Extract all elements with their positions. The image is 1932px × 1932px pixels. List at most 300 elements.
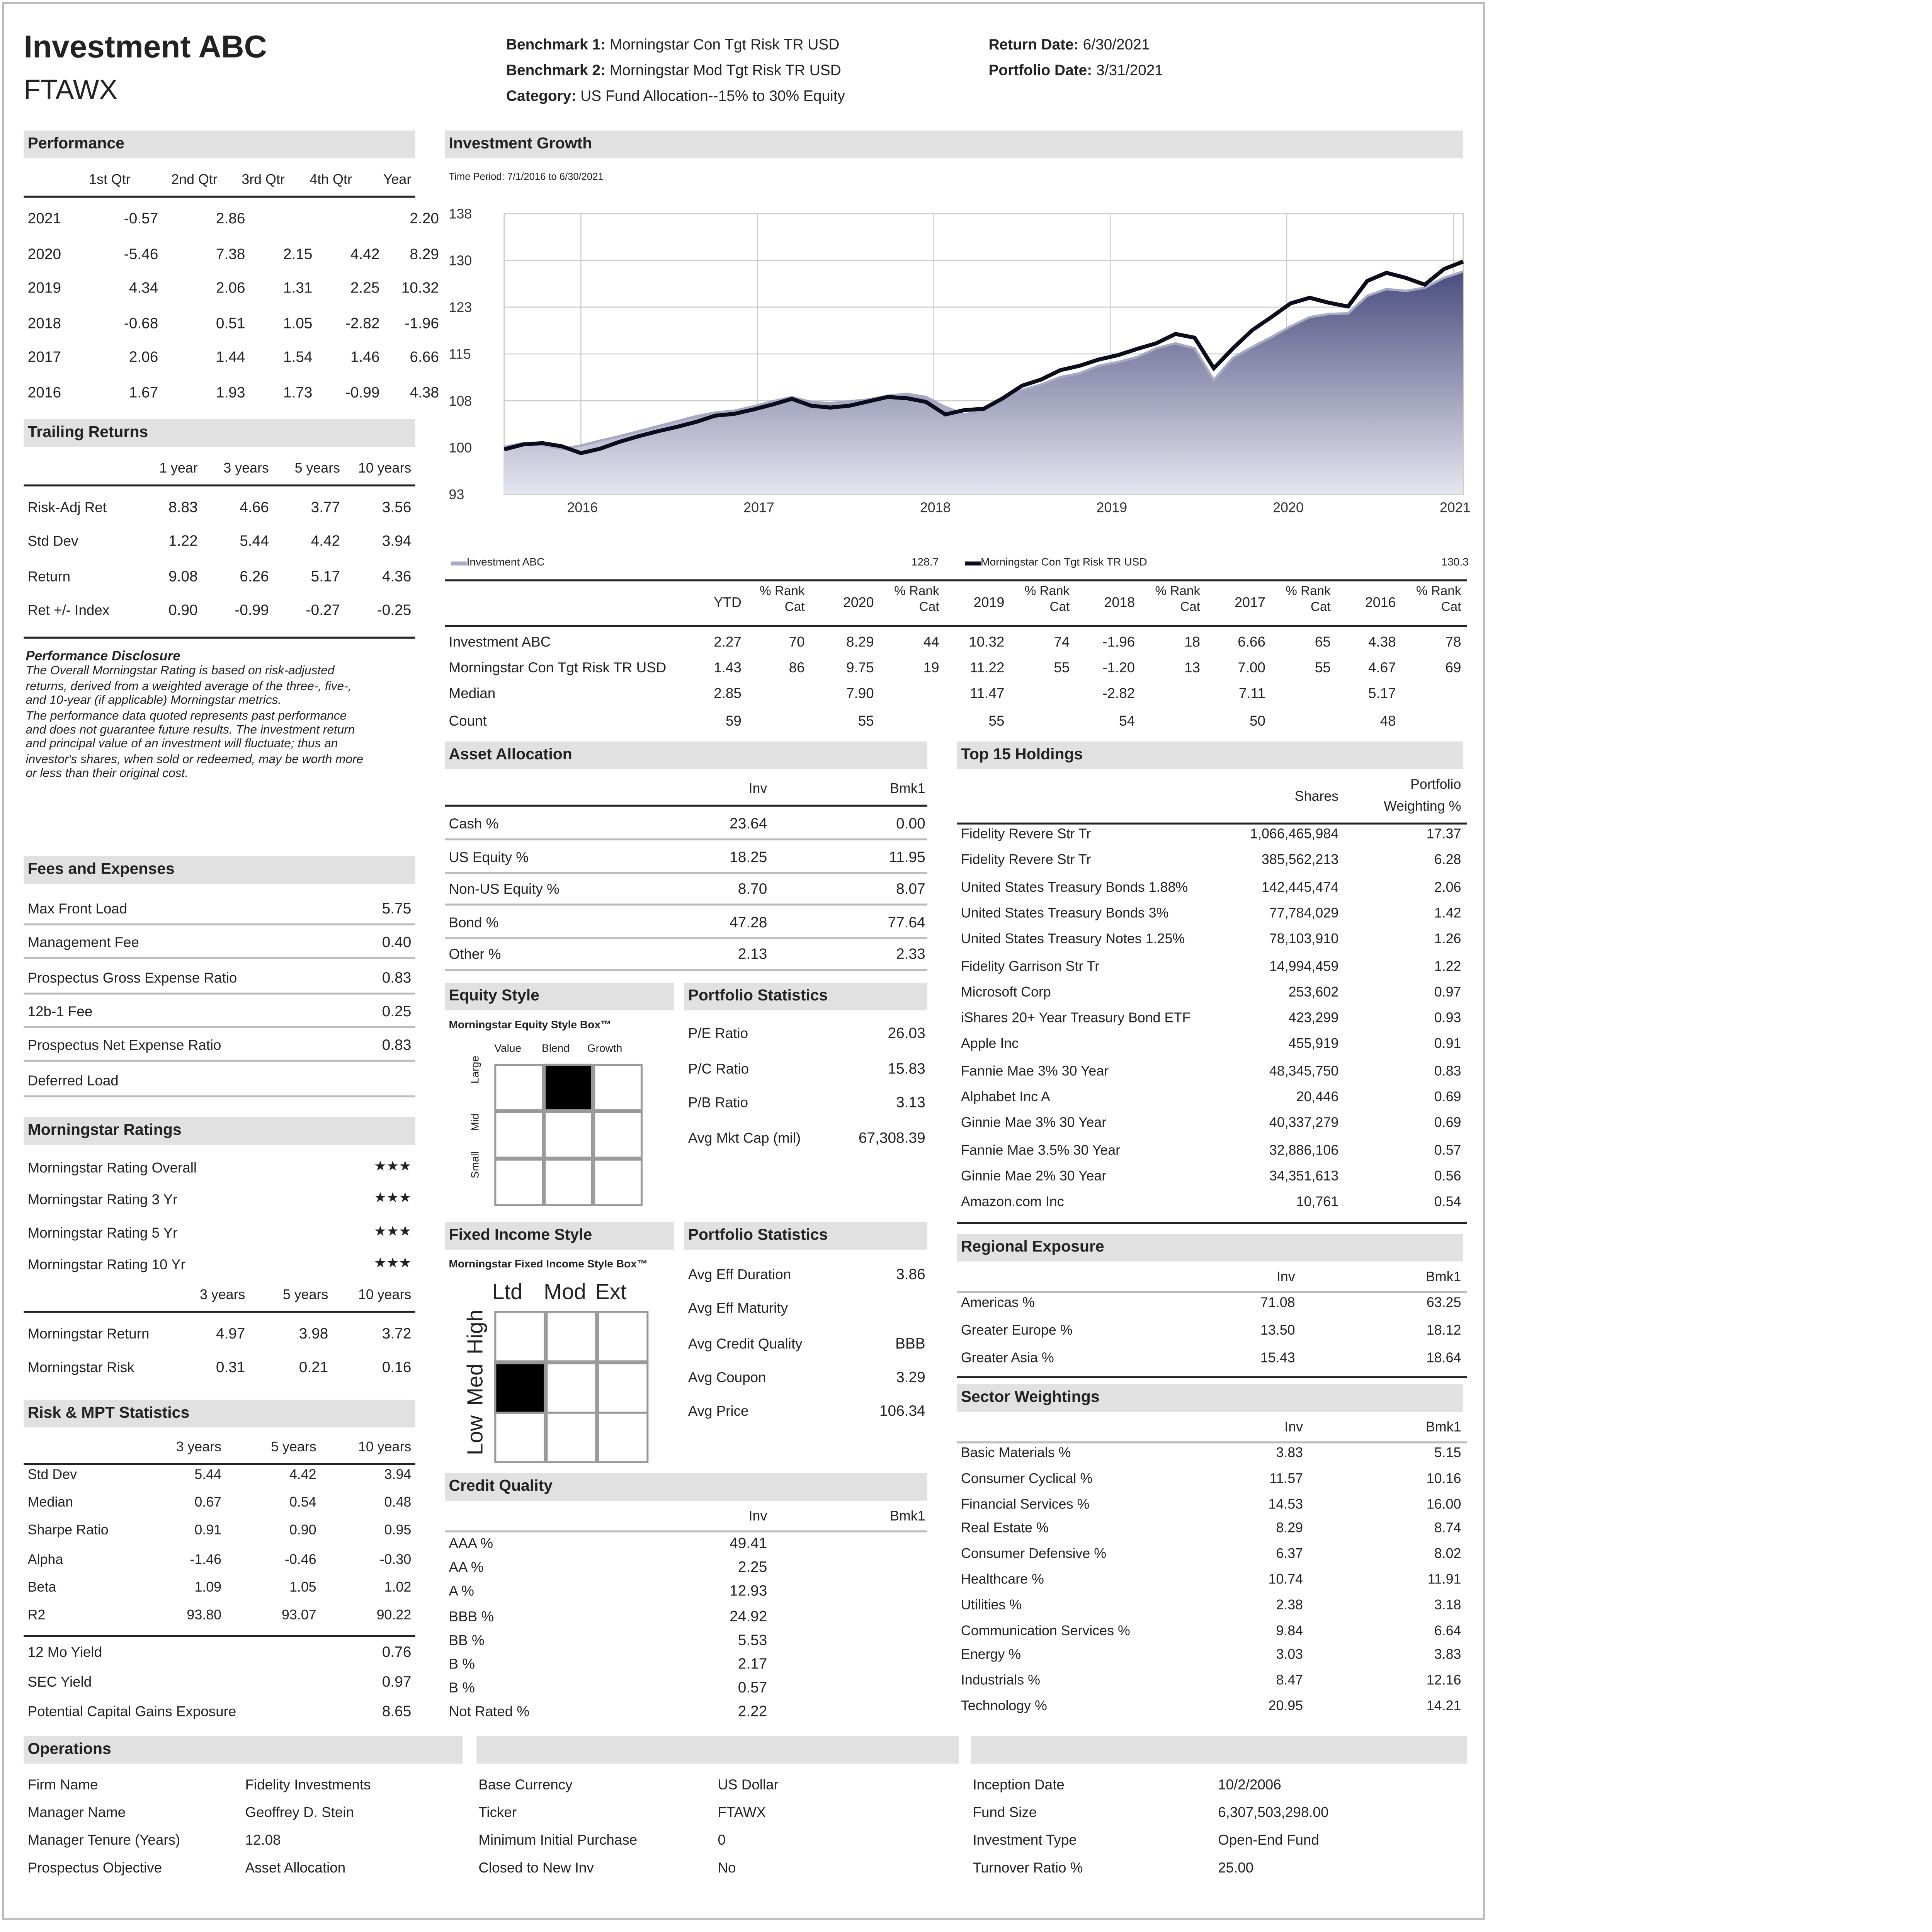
performance-cell: 4.34 (129, 279, 158, 297)
risk-bottom-rule (24, 1635, 415, 1637)
ratings-header: Morningstar Ratings (24, 1117, 415, 1145)
performance-cell: -5.46 (124, 244, 158, 262)
sector-row-label: Communication Services % (961, 1624, 1130, 1638)
aa-bmk-value: 2.33 (896, 946, 925, 964)
holding-shares: 253,602 (1288, 986, 1339, 1000)
aa-bmk-value: 8.07 (896, 880, 925, 898)
holding-name: United States Treasury Bonds 3% (961, 907, 1169, 921)
fi-style-row-label: Low (464, 1415, 488, 1456)
regional-bmk: 18.64 (1426, 1351, 1461, 1366)
aa-inv-value: 2.13 (738, 946, 767, 964)
risk-cell: 3.94 (384, 1469, 412, 1483)
ops-value: 12.08 (245, 1831, 281, 1849)
pstat-label: P/E Ratio (688, 1024, 748, 1042)
calendar-row-label: Investment ABC (449, 633, 551, 651)
calendar-col-header: % Rank Cat (1024, 585, 1070, 615)
ratings-metric-value: 4.97 (216, 1325, 245, 1343)
holding-name: Ginnie Mae 3% 30 Year (961, 1117, 1107, 1132)
benchmark1-value: Morningstar Con Tgt Risk TR USD (609, 36, 840, 54)
aa-row-label: Other % (449, 946, 501, 964)
fee-row-rule (24, 1060, 415, 1062)
aa-row-rule (445, 904, 927, 906)
holding-name: Apple Inc (961, 1039, 1019, 1053)
fistat-label: Avg Eff Duration (688, 1265, 791, 1283)
risk-cell: 0.54 (289, 1497, 316, 1511)
disclosure-line: and principal value of an investment will fluctuate; thus an (26, 738, 338, 752)
calendar-header-rule (445, 625, 1467, 627)
calendar-cell: 2.85 (714, 685, 742, 703)
fact-sheet-page (2, 2, 1485, 1920)
equity-style-col-label: Value (494, 1044, 522, 1056)
trailing-cell: 4.36 (382, 566, 412, 585)
risk-extra-value: 0.76 (382, 1643, 412, 1661)
regional-bmk: 18.12 (1426, 1324, 1461, 1338)
holdings-col-weighting: Weighting % (1384, 801, 1461, 815)
disclosure-line: The performance data quoted represents past performance (26, 709, 347, 723)
risk-cell: 0.90 (289, 1525, 316, 1539)
fee-label: Max Front Load (27, 900, 128, 918)
aa-bmk-value: 77.64 (888, 913, 925, 931)
aa-row-rule (445, 838, 927, 840)
holding-shares: 385,562,213 (1261, 855, 1339, 869)
aa-row-label: US Equity % (449, 847, 529, 866)
regional-row-label: Greater Asia % (961, 1351, 1054, 1366)
aa-row-label: Bond % (449, 913, 499, 931)
calendar-cell: 8.29 (846, 633, 874, 651)
sector-weightings-header: Sector Weightings (957, 1384, 1463, 1412)
trailing-cell: 4.42 (311, 532, 340, 551)
calendar-cell: 11.22 (970, 658, 1005, 677)
cq-rule (445, 1531, 927, 1532)
calendar-cell: 11.47 (970, 685, 1005, 703)
fi-style-cell (494, 1412, 546, 1463)
ratings-col-header: 10 years (358, 1289, 412, 1303)
holding-shares: 34,351,613 (1269, 1170, 1339, 1184)
calendar-row-label: Median (449, 685, 496, 703)
cq-inv-value: 0.57 (738, 1679, 767, 1697)
sector-row-label: Energy % (961, 1650, 1021, 1664)
rating-label: Morningstar Rating Overall (27, 1158, 197, 1177)
chart-xtick-label: 2021 (1439, 500, 1471, 514)
risk-row-label: Alpha (27, 1553, 63, 1567)
calendar-col-header: YTD (714, 597, 742, 611)
chart-ytick-label: 138 (449, 206, 472, 222)
holding-weight: 0.56 (1434, 1170, 1461, 1184)
sector-row-label: Industrials % (961, 1675, 1040, 1689)
fi-style-cell (546, 1412, 597, 1463)
regional-col-inv: Inv (1276, 1271, 1295, 1286)
legend-value-2: 130.3 (1441, 557, 1469, 570)
holding-name: Fannie Mae 3% 30 Year (961, 1065, 1109, 1079)
performance-rule (24, 196, 415, 198)
holding-name: Amazon.com Inc (961, 1196, 1064, 1211)
trailing-cell: 9.08 (168, 566, 198, 585)
equity-style-header: Equity Style (445, 983, 674, 1010)
pstat-value: 15.83 (888, 1059, 925, 1077)
fistat-value: BBB (895, 1333, 925, 1352)
sector-rule (957, 1441, 1467, 1443)
calendar-cell: 18 (1184, 633, 1201, 651)
sector-inv: 11.57 (1269, 1473, 1303, 1486)
disclosure-title: Performance Disclosure (26, 650, 180, 665)
calendar-cell: 55 (988, 711, 1005, 729)
holding-name: Alphabet Inc A (961, 1091, 1050, 1105)
calendar-cell: 6.66 (1238, 633, 1265, 651)
operations-header: Operations (24, 1736, 463, 1764)
holding-shares: 20,446 (1296, 1091, 1339, 1105)
operations-header-3 (971, 1736, 1467, 1764)
regional-inv: 15.43 (1260, 1351, 1295, 1366)
cq-inv-value: 49.41 (730, 1534, 767, 1552)
calendar-cell: -2.82 (1102, 685, 1135, 703)
cq-row-label: BB % (449, 1631, 485, 1649)
holding-shares: 78,103,910 (1269, 934, 1339, 948)
calendar-cell: 19 (923, 658, 939, 677)
regional-bottom-rule (957, 1376, 1467, 1378)
sector-bmk: 10.16 (1426, 1473, 1461, 1486)
regional-row-label: Greater Europe % (961, 1324, 1073, 1338)
calendar-cell: 10.32 (969, 633, 1005, 651)
regional-inv: 71.08 (1260, 1297, 1295, 1311)
holding-shares: 455,919 (1288, 1039, 1339, 1053)
cq-inv-value: 24.92 (730, 1607, 767, 1625)
calendar-cell: 5.17 (1368, 685, 1396, 703)
aa-row-label: Non-US Equity % (449, 880, 560, 898)
sector-row-label: Consumer Defensive % (961, 1548, 1107, 1563)
trailing-cell: 3.77 (311, 498, 340, 516)
sector-inv: 3.03 (1276, 1650, 1303, 1664)
aa-row-label: Cash % (449, 815, 499, 833)
performance-cell: -2.82 (345, 314, 380, 332)
aa-inv-value: 47.28 (730, 913, 767, 931)
calendar-cell: 86 (789, 658, 805, 677)
risk-row-label: Std Dev (27, 1469, 77, 1483)
trailing-rule (24, 485, 415, 486)
fistat-label: Avg Coupon (688, 1368, 766, 1386)
performance-cell: 2.25 (350, 279, 380, 297)
sector-inv: 6.37 (1276, 1548, 1303, 1563)
holding-name: Fannie Mae 3.5% 30 Year (961, 1144, 1121, 1158)
performance-cell: -0.99 (345, 383, 380, 401)
equity-style-row-label: Mid (470, 1113, 483, 1131)
pstat-label: P/C Ratio (688, 1059, 749, 1077)
calendar-cell: 4.38 (1368, 633, 1396, 651)
regional-row-label: Americas % (961, 1297, 1035, 1311)
pstat-value: 3.13 (896, 1093, 925, 1111)
equity-style-selected-cell (544, 1064, 593, 1111)
cq-row-label: BBB % (449, 1607, 494, 1625)
fi-style-row-label: Med (464, 1363, 488, 1406)
calendar-col-header: 2017 (1235, 597, 1265, 611)
trailing-cell: -0.27 (306, 601, 340, 619)
equity-style-cell (593, 1111, 643, 1159)
fee-value: 0.83 (382, 968, 412, 986)
sector-bmk: 8.74 (1434, 1523, 1461, 1537)
category-label: Category: (506, 87, 577, 105)
equity-style-col-label: Blend (542, 1044, 570, 1056)
performance-cell: -0.57 (124, 209, 158, 228)
performance-header: Performance (24, 131, 415, 158)
equity-style-cell (494, 1111, 544, 1159)
aa-row-rule (445, 871, 927, 873)
chart-ytick-label: 130 (449, 253, 472, 269)
holding-weight: 0.69 (1434, 1117, 1461, 1132)
calendar-cell: 4.67 (1368, 658, 1396, 677)
disclosure-text (26, 665, 417, 782)
aa-inv-value: 18.25 (730, 847, 767, 866)
fee-value: 5.75 (382, 900, 412, 918)
time-period: Time Period: 7/1/2016 to 6/30/2021 (449, 172, 604, 184)
performance-cell: 2.20 (410, 209, 439, 228)
fi-stats-header: Portfolio Statistics (684, 1222, 927, 1250)
holding-name: Fidelity Revere Str Tr (961, 828, 1091, 842)
fee-value: 0.40 (382, 934, 412, 952)
calendar-cell: 74 (1054, 633, 1070, 651)
ops-label: Inception Date (973, 1776, 1065, 1794)
performance-cell: 2.86 (216, 209, 245, 228)
ops-label: Ticker (478, 1803, 517, 1821)
risk-extra-label: Potential Capital Gains Exposure (27, 1702, 236, 1720)
risk-cell: -0.46 (285, 1553, 316, 1567)
holding-shares: 32,886,106 (1269, 1144, 1339, 1158)
cq-row-label: Not Rated % (449, 1703, 530, 1721)
legend-label-1: Investment ABC (466, 557, 545, 570)
aa-inv-value: 23.64 (730, 815, 767, 833)
calendar-top-rule (445, 579, 1467, 581)
holding-name: Fidelity Revere Str Tr (961, 855, 1091, 869)
legend-swatch-2 (965, 561, 981, 565)
trailing-cell: 8.83 (168, 498, 198, 516)
risk-extra-value: 8.65 (382, 1702, 412, 1720)
calendar-col-header: 2020 (843, 597, 874, 611)
ops-value: 10/2/2006 (1218, 1776, 1281, 1794)
return-date-label: Return Date: (988, 36, 1079, 54)
calendar-row-label: Count (449, 711, 487, 729)
risk-col-header: 10 years (358, 1441, 412, 1456)
regional-col-bmk: Bmk1 (1425, 1271, 1461, 1286)
risk-cell: 1.02 (384, 1581, 412, 1595)
fee-label: Management Fee (27, 934, 139, 952)
ratings-metric-value: 0.21 (299, 1358, 328, 1376)
calendar-cell: 7.90 (846, 685, 874, 703)
risk-col-header: 3 years (176, 1441, 222, 1456)
holding-weight: 2.06 (1434, 881, 1461, 895)
risk-cell: 4.42 (289, 1469, 316, 1483)
calendar-cell: 48 (1380, 711, 1396, 729)
fi-style-col-label: Ext (595, 1281, 627, 1305)
calendar-col-header: 2016 (1365, 597, 1396, 611)
fistat-value: 106.34 (879, 1402, 925, 1420)
sector-row-label: Real Estate % (961, 1523, 1049, 1537)
sector-bmk: 16.00 (1426, 1498, 1461, 1512)
chart-ytick-label: 93 (449, 487, 464, 503)
ratings-metric-label: Morningstar Risk (27, 1358, 134, 1376)
risk-row-label: Median (27, 1497, 73, 1511)
performance-col-header: 4th Qtr (310, 174, 352, 188)
sector-row-label: Healthcare % (961, 1574, 1044, 1588)
performance-cell: 0.51 (216, 314, 245, 332)
calendar-cell: 2.27 (714, 633, 742, 651)
holding-weight: 17.37 (1426, 828, 1461, 842)
sector-inv: 8.47 (1276, 1675, 1303, 1689)
aa-row-rule (445, 937, 927, 939)
equity-style-cell (544, 1159, 593, 1206)
regional-rule (957, 1291, 1467, 1293)
risk-row-label: R2 (27, 1609, 46, 1624)
risk-row-label: Beta (27, 1581, 56, 1595)
ops-value: 0 (718, 1831, 726, 1849)
equity-style-cell (494, 1064, 544, 1111)
trailing-bottom-rule (24, 637, 415, 639)
fee-row-rule (24, 992, 415, 994)
calendar-row-label: Morningstar Con Tgt Risk TR USD (449, 658, 667, 677)
ratings-metric-value: 0.31 (216, 1358, 245, 1376)
holding-weight: 1.26 (1434, 934, 1461, 948)
holding-name: Microsoft Corp (961, 986, 1051, 1000)
cq-inv-value: 2.25 (738, 1558, 767, 1577)
fi-style-cell (494, 1311, 546, 1362)
performance-col-header: Year (383, 174, 412, 188)
regional-bmk: 63.25 (1426, 1297, 1461, 1311)
fund-name: Investment ABC (24, 31, 267, 65)
rating-stars: ★★★ (374, 1193, 412, 1207)
performance-cell: 2.15 (283, 244, 313, 262)
holding-weight: 0.69 (1434, 1091, 1461, 1105)
fixed-income-style-header: Fixed Income Style (445, 1222, 674, 1250)
portfolio-stats-header: Portfolio Statistics (684, 983, 927, 1010)
fee-value: 0.25 (382, 1002, 412, 1020)
equity-style-row-label: Large (470, 1056, 483, 1084)
pstat-label: P/B Ratio (688, 1093, 748, 1111)
pstat-label: Avg Mkt Cap (mil) (688, 1128, 801, 1146)
calendar-cell: 55 (1054, 658, 1070, 677)
holding-shares: 40,337,279 (1269, 1117, 1339, 1132)
trailing-cell: 3.56 (382, 498, 412, 516)
credit-quality-header: Credit Quality (445, 1473, 927, 1501)
sector-bmk: 5.15 (1434, 1447, 1461, 1461)
regional-inv: 13.50 (1260, 1324, 1295, 1338)
ops-label: Investment Type (973, 1831, 1077, 1849)
performance-cell: 1.67 (129, 383, 158, 401)
holding-shares: 423,299 (1288, 1012, 1339, 1027)
performance-row-year: 2017 (27, 349, 61, 367)
cq-inv-value: 12.93 (730, 1582, 767, 1600)
holding-weight: 0.91 (1434, 1039, 1461, 1053)
operations-header-2 (476, 1736, 959, 1764)
benchmark1-label: Benchmark 1: (506, 36, 606, 54)
trailing-cell: 1.22 (168, 532, 198, 551)
sector-inv: 14.53 (1268, 1498, 1303, 1512)
performance-row-year: 2020 (27, 244, 61, 262)
performance-cell: 2.06 (129, 349, 158, 367)
fee-row-rule (24, 1094, 415, 1096)
performance-cell: 7.38 (216, 244, 245, 262)
sector-inv: 9.84 (1276, 1624, 1303, 1638)
cq-col-bmk: Bmk1 (890, 1510, 925, 1525)
holding-shares: 1,066,465,984 (1250, 828, 1339, 842)
portfolio-date-label: Portfolio Date: (988, 61, 1092, 79)
chart-ytick-label: 123 (449, 299, 472, 315)
calendar-cell: 69 (1445, 658, 1461, 677)
calendar-cell: 7.11 (1238, 685, 1265, 703)
ops-label: Firm Name (27, 1776, 98, 1794)
disclosure-line: or less than their original cost. (26, 767, 189, 782)
fee-row-rule (24, 923, 415, 925)
holding-weight: 6.28 (1434, 855, 1461, 869)
holdings-col-portfolio: Portfolio (1410, 779, 1461, 793)
holding-shares: 10,761 (1296, 1196, 1339, 1211)
performance-cell: 4.42 (350, 244, 380, 262)
aa-inv-value: 8.70 (738, 880, 767, 898)
ratings-rule (24, 1311, 415, 1313)
sector-inv: 2.38 (1276, 1599, 1303, 1613)
performance-col-header: 1st Qtr (89, 174, 131, 188)
ratings-metric-value: 0.16 (382, 1358, 412, 1376)
sector-row-label: Technology % (961, 1700, 1047, 1714)
performance-cell: 1.31 (283, 279, 313, 297)
rating-stars: ★★★ (374, 1160, 412, 1175)
holding-weight: 0.83 (1434, 1065, 1461, 1079)
sector-inv: 8.29 (1276, 1523, 1303, 1537)
trailing-cell: 5.17 (311, 566, 340, 585)
ops-value: US Dollar (718, 1776, 779, 1794)
trailing-cell: 4.66 (240, 498, 269, 516)
performance-cell: 6.66 (410, 349, 439, 367)
performance-cell: 10.32 (401, 279, 439, 297)
return-date-value: 6/30/2021 (1083, 36, 1150, 54)
chart-ytick-label: 108 (449, 393, 472, 409)
cq-row-label: AA % (449, 1558, 484, 1577)
performance-disclosure (26, 650, 417, 782)
calendar-cell: 55 (858, 711, 874, 729)
fi-style-cell (597, 1412, 648, 1463)
sector-bmk: 11.91 (1427, 1574, 1461, 1588)
fee-label: 12b-1 Fee (27, 1002, 93, 1020)
chart-xtick-label: 2020 (1273, 500, 1304, 514)
pstat-value: 67,308.39 (858, 1128, 925, 1146)
performance-cell: 4.38 (410, 383, 439, 401)
calendar-col-header: % Rank Cat (760, 585, 805, 615)
calendar-cell: 54 (1119, 711, 1135, 729)
trailing-col-header: 1 year (159, 463, 198, 477)
performance-row-year: 2016 (27, 383, 61, 401)
rating-stars: ★★★ (374, 1257, 412, 1271)
risk-cell: -1.46 (190, 1553, 222, 1567)
holding-weight: 0.97 (1434, 986, 1461, 1000)
equity-style-col-label: Growth (587, 1044, 622, 1056)
performance-cell: 1.05 (283, 314, 313, 332)
trailing-col-header: 5 years (294, 463, 340, 477)
trailing-cell: -0.25 (377, 601, 412, 619)
trailing-col-header: 3 years (223, 463, 269, 477)
trailing-cell: -0.99 (235, 601, 269, 619)
aa-bmk-value: 0.00 (896, 815, 925, 833)
performance-cell: 1.44 (216, 349, 245, 367)
ops-label: Prospectus Objective (27, 1858, 162, 1877)
aa-col-bmk: Bmk1 (890, 783, 925, 797)
holdings-rule (957, 823, 1467, 825)
sector-bmk: 3.83 (1434, 1650, 1461, 1664)
rating-stars: ★★★ (374, 1225, 412, 1239)
sector-bmk: 12.16 (1426, 1675, 1461, 1689)
risk-cell: 1.09 (194, 1581, 222, 1595)
holding-shares: 77,784,029 (1269, 907, 1339, 921)
legend-series-1 (451, 558, 545, 570)
calendar-col-header: % Rank Cat (1155, 585, 1201, 615)
fistat-value: 3.86 (896, 1265, 925, 1283)
aa-rule (445, 805, 927, 807)
cq-inv-value: 5.53 (738, 1631, 767, 1649)
